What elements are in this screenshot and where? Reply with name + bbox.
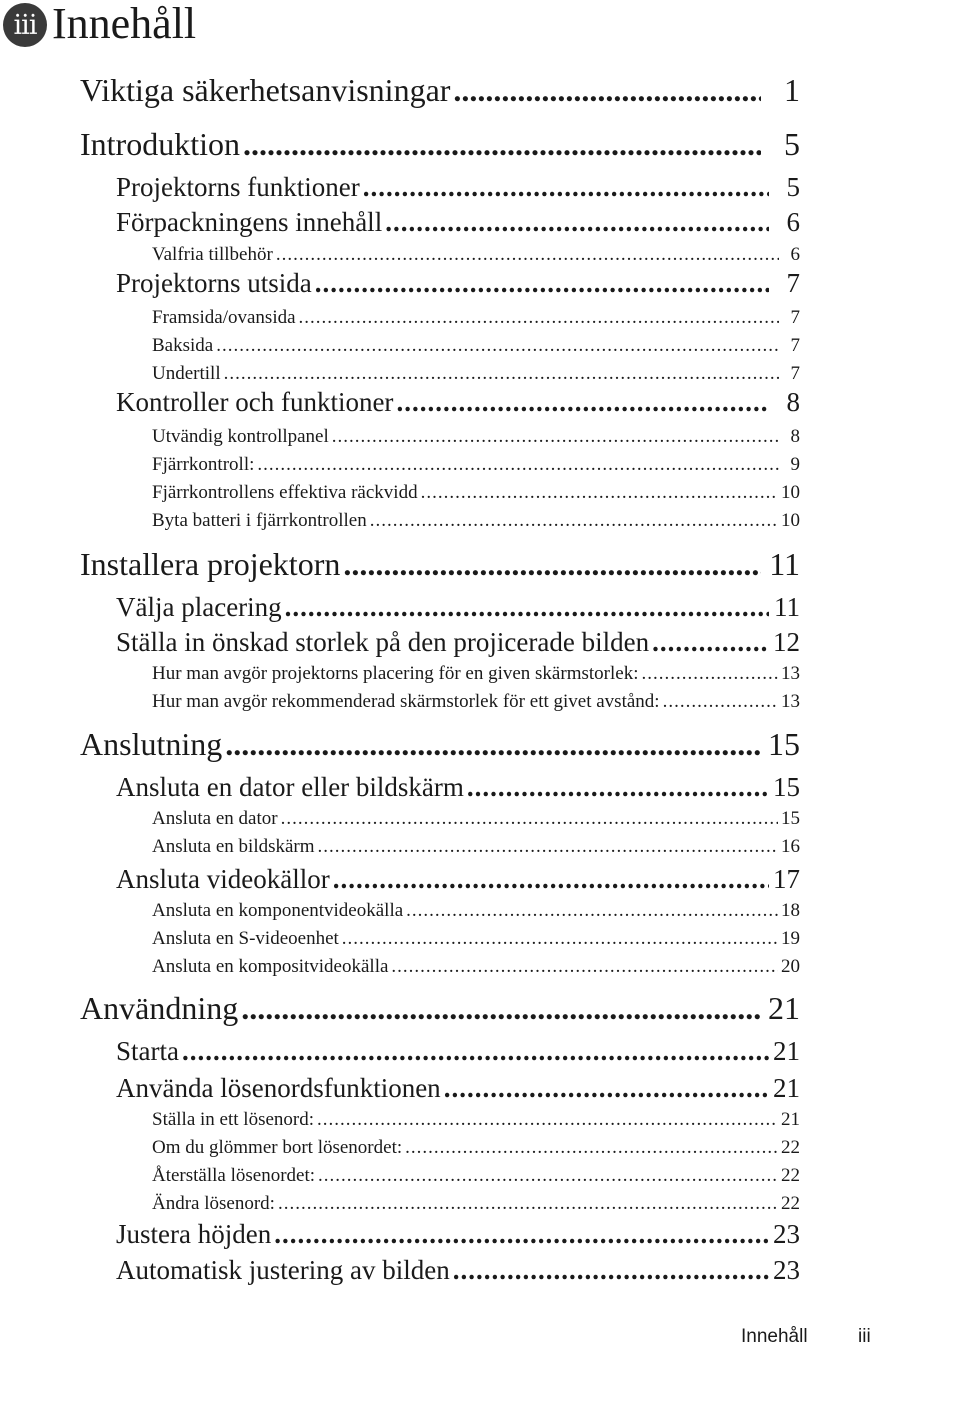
dot-leader bbox=[318, 1165, 778, 1187]
toc-entry-page-number: 7 bbox=[790, 307, 800, 328]
toc-entry-title: Ansluta en dator eller bildskärm bbox=[116, 772, 464, 802]
toc-entry[interactable] bbox=[152, 956, 800, 978]
toc-entry-page-number: 8 bbox=[790, 426, 800, 447]
dot-leader bbox=[276, 244, 779, 266]
toc-entry-title: Introduktion bbox=[80, 126, 240, 162]
toc-entry-page-number: 21 bbox=[781, 1109, 800, 1130]
page-title: Innehåll bbox=[52, 0, 197, 48]
toc-entry[interactable] bbox=[116, 1255, 800, 1286]
toc-entry[interactable] bbox=[152, 928, 800, 950]
dot-leader bbox=[182, 1036, 769, 1067]
dot-leader bbox=[318, 836, 778, 858]
toc-entry[interactable] bbox=[152, 335, 800, 357]
toc-entry[interactable] bbox=[116, 387, 800, 418]
dot-leader bbox=[299, 307, 779, 329]
dot-leader bbox=[421, 482, 778, 504]
footer-page-number: iii bbox=[858, 1326, 871, 1347]
dot-leader bbox=[332, 426, 779, 448]
toc-entry-page-number: 23 bbox=[773, 1255, 800, 1285]
toc-entry[interactable] bbox=[152, 836, 800, 858]
dot-leader bbox=[225, 726, 761, 763]
toc-entry-title: Användning bbox=[80, 990, 239, 1026]
toc-entry-page-number: 12 bbox=[773, 627, 800, 657]
toc-entry-page-number: 1 bbox=[784, 72, 800, 108]
dot-leader bbox=[333, 864, 769, 895]
toc-entry[interactable] bbox=[116, 627, 800, 658]
dot-leader bbox=[453, 72, 761, 109]
toc-entry-page-number: 6 bbox=[786, 207, 800, 237]
dot-leader bbox=[281, 808, 778, 830]
toc-entry-page-number: 5 bbox=[784, 126, 800, 162]
dot-leader bbox=[243, 126, 761, 163]
toc-entry-page-number: 10 bbox=[781, 510, 800, 531]
toc-entry-title: Ansluta videokällor bbox=[116, 864, 330, 894]
toc-entry-title: Hur man avgör rekommenderad skärmstorlek för ett givet avstånd: bbox=[152, 691, 660, 712]
toc-entry[interactable] bbox=[116, 772, 800, 803]
toc-entry-page-number: 15 bbox=[768, 726, 800, 762]
dot-leader bbox=[641, 663, 778, 685]
toc-entry-page-number: 7 bbox=[786, 268, 800, 298]
toc-entry[interactable] bbox=[152, 1109, 800, 1131]
toc-entry-page-number: 7 bbox=[790, 335, 800, 356]
toc-entry-page-number: 22 bbox=[781, 1193, 800, 1214]
toc-entry[interactable] bbox=[152, 454, 800, 476]
dot-leader bbox=[467, 772, 769, 803]
dot-leader bbox=[257, 454, 779, 476]
toc-entry-title: Ansluta en kompositvideokälla bbox=[152, 956, 389, 977]
toc-entry-title: Projektorns utsida bbox=[116, 268, 312, 298]
toc-entry-page-number: 23 bbox=[773, 1219, 800, 1249]
toc-entry-title: Utvändig kontrollpanel bbox=[152, 426, 329, 447]
dot-leader bbox=[391, 956, 778, 978]
toc-entry-page-number: 10 bbox=[781, 482, 800, 503]
toc-entry-page-number: 16 bbox=[781, 836, 800, 857]
toc-entry-page-number: 15 bbox=[781, 808, 800, 829]
dot-leader bbox=[652, 627, 769, 658]
toc-entry-title: Valfria tillbehör bbox=[152, 244, 273, 265]
toc-entry-page-number: 19 bbox=[781, 928, 800, 949]
toc-entry-title: Byta batteri i fjärrkontrollen bbox=[152, 510, 367, 531]
toc-entry-title: Undertill bbox=[152, 363, 221, 384]
toc-entry[interactable] bbox=[80, 726, 800, 763]
toc-entry-page-number: 21 bbox=[773, 1036, 800, 1066]
toc-entry-page-number: 11 bbox=[769, 546, 800, 582]
toc-entry[interactable] bbox=[152, 691, 800, 713]
toc-entry-title: Ställa in önskad storlek på den projicerade bilden bbox=[116, 627, 650, 657]
toc-entry[interactable] bbox=[152, 1165, 800, 1187]
toc-entry-page-number: 22 bbox=[781, 1165, 800, 1186]
toc-entry-title: Ställa in ett lösenord: bbox=[152, 1109, 315, 1130]
toc-entry-page-number: 7 bbox=[790, 363, 800, 384]
toc-entry[interactable] bbox=[116, 207, 800, 238]
dot-leader bbox=[241, 990, 761, 1027]
toc-entry[interactable] bbox=[80, 126, 800, 163]
dot-leader bbox=[315, 268, 769, 299]
toc-entry-title: Ansluta en S-videoenhet bbox=[152, 928, 339, 949]
dot-leader bbox=[405, 1137, 778, 1159]
dot-leader bbox=[396, 387, 769, 418]
dot-leader bbox=[363, 172, 769, 203]
dot-leader bbox=[444, 1073, 769, 1104]
page-number-icon: iii bbox=[3, 3, 47, 47]
dot-leader bbox=[385, 207, 769, 238]
toc-entry[interactable] bbox=[116, 1073, 800, 1104]
toc-entry-title: Installera projektorn bbox=[80, 546, 341, 582]
toc-entry[interactable] bbox=[116, 592, 800, 623]
dot-leader bbox=[216, 335, 779, 357]
toc-entry-title: Fjärrkontroll: bbox=[152, 454, 255, 475]
toc-entry[interactable] bbox=[152, 482, 800, 504]
toc-entry-page-number: 13 bbox=[781, 691, 800, 712]
toc-entry-title: Använda lösenordsfunktionen bbox=[116, 1073, 441, 1103]
toc-entry-title: Ansluta en dator bbox=[152, 808, 278, 829]
toc-entry-title: Viktiga säkerhetsanvisningar bbox=[80, 72, 451, 108]
toc-entry[interactable] bbox=[116, 1219, 800, 1250]
dot-leader bbox=[274, 1219, 769, 1250]
toc-entry-page-number: 11 bbox=[774, 592, 800, 622]
toc-entry-title: Projektorns funktioner bbox=[116, 172, 360, 202]
toc-entry-title: Kontroller och funktioner bbox=[116, 387, 394, 417]
toc-entry[interactable] bbox=[116, 864, 800, 895]
toc-entry[interactable] bbox=[152, 900, 800, 922]
toc-entry[interactable] bbox=[80, 990, 800, 1027]
dot-leader bbox=[406, 900, 778, 922]
dot-leader bbox=[342, 928, 778, 950]
toc-entry[interactable] bbox=[152, 307, 800, 329]
toc-entry[interactable] bbox=[152, 244, 800, 266]
dot-leader bbox=[285, 592, 769, 623]
toc-entry-title: Baksida bbox=[152, 335, 214, 356]
toc-entry-title: Automatisk justering av bilden bbox=[116, 1255, 450, 1285]
toc-entry[interactable] bbox=[152, 1137, 800, 1159]
toc-entry-page-number: 5 bbox=[786, 172, 800, 202]
dot-leader bbox=[278, 1193, 778, 1215]
toc-entry-title: Ansluta en komponentvideokälla bbox=[152, 900, 404, 921]
toc-entry-page-number: 20 bbox=[781, 956, 800, 977]
toc-entry-title: Fjärrkontrollens effektiva räckvidd bbox=[152, 482, 418, 503]
toc-entry[interactable] bbox=[116, 1036, 800, 1067]
toc-entry[interactable] bbox=[116, 268, 800, 299]
toc-entry[interactable] bbox=[80, 72, 800, 109]
toc-entry[interactable] bbox=[116, 172, 800, 203]
toc-entry[interactable] bbox=[152, 1193, 800, 1215]
toc-entry[interactable] bbox=[152, 808, 800, 830]
toc-entry-title: Justera höjden bbox=[116, 1219, 272, 1249]
toc-entry-page-number: 17 bbox=[773, 864, 800, 894]
toc-entry-page-number: 21 bbox=[768, 990, 800, 1026]
dot-leader bbox=[453, 1255, 769, 1286]
toc-entry[interactable] bbox=[80, 546, 800, 583]
toc-entry-page-number: 18 bbox=[781, 900, 800, 921]
toc-entry-title: Ändra lösenord: bbox=[152, 1193, 275, 1214]
page-header bbox=[0, 0, 960, 60]
toc-entry-title: Framsida/ovansida bbox=[152, 307, 296, 328]
toc-entry-title: Återställa lösenordet: bbox=[152, 1165, 316, 1186]
toc-entry-page-number: 21 bbox=[773, 1073, 800, 1103]
toc-entry-page-number: 9 bbox=[790, 454, 800, 475]
toc-entry-title: Välja placering bbox=[116, 592, 282, 622]
toc-entry-title: Förpackningens innehåll bbox=[116, 207, 383, 237]
toc-entry[interactable] bbox=[152, 363, 800, 385]
dot-leader bbox=[317, 1109, 778, 1131]
toc-entry-page-number: 6 bbox=[790, 244, 800, 265]
toc-entry-title: Ansluta en bildskärm bbox=[152, 836, 315, 857]
toc-entry-title: Starta bbox=[116, 1036, 179, 1066]
toc-entry-page-number: 22 bbox=[781, 1137, 800, 1158]
footer-section-name: Innehåll bbox=[741, 1326, 808, 1347]
dot-leader bbox=[663, 691, 778, 713]
dot-leader bbox=[343, 546, 761, 583]
toc-entry-title: Hur man avgör projektorns placering för en given skärmstorlek: bbox=[152, 663, 639, 684]
toc-entry[interactable] bbox=[152, 510, 800, 532]
toc-entry-page-number: 8 bbox=[786, 387, 800, 417]
toc-entry-title: Anslutning bbox=[80, 726, 223, 762]
dot-leader bbox=[370, 510, 778, 532]
toc-entry[interactable] bbox=[152, 426, 800, 448]
page-footer bbox=[0, 1326, 960, 1356]
dot-leader bbox=[224, 363, 779, 385]
toc-entry-page-number: 13 bbox=[781, 663, 800, 684]
toc-entry-page-number: 15 bbox=[773, 772, 800, 802]
toc-entry[interactable] bbox=[152, 663, 800, 685]
toc-entry-title: Om du glömmer bort lösenordet: bbox=[152, 1137, 403, 1158]
